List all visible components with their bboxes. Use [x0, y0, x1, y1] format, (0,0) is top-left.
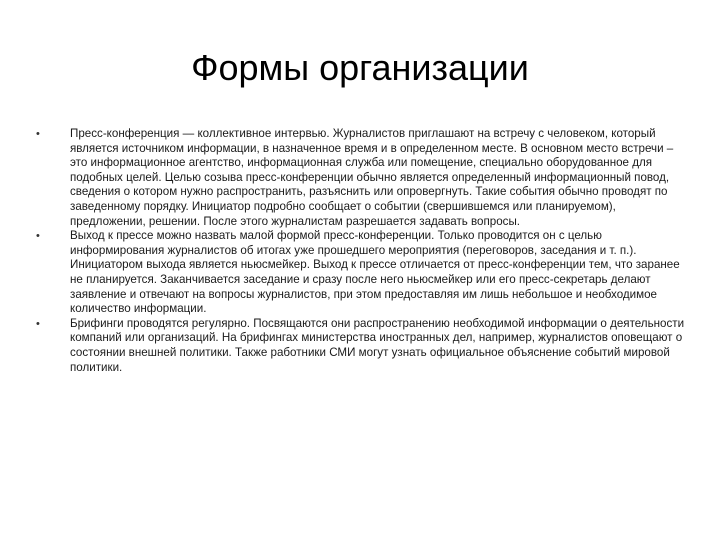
bullet-item-press-approach — [36, 229, 686, 317]
bullet-text: Пресс-конференция — коллективное интервью. Журналистов приглашают на встречу с человеком, который является источником информации, в назначенное время и в определенном месте. В основном место встречи – это информационное агентство, информационная служба или помещение, специально оборудованное для подобных целей. Целью созыва пресс-конференции обычно является определенный информационный повод, сведения о котором нужно распространить, разъяснить или опровергнуть. Такие события обычно проводят по заведенному порядку. Инициатор подробно сообщает о событии (свершившемся или планируемом), предложении, решении. После этого журналистам разрешается задавать вопросы. — [70, 127, 674, 228]
bullet-marker: • — [36, 128, 40, 140]
bullet-marker: • — [36, 317, 40, 330]
bullet-text: Брифинги проводятся регулярно. Посвящаются они распространению необходимой информации о деятельности компаний или организаций. На брифингах министерства иностранных дел, например, журналистов оповещают о состоянии внешней политики. Также работники СМИ могут узнать официальное объяснение событий мировой политики. — [70, 316, 685, 374]
bullet-item-press-conference — [36, 127, 686, 229]
slide-title: Формы организации — [191, 47, 529, 88]
bullet-list — [36, 127, 686, 375]
bullet-item-briefings — [36, 317, 686, 375]
bullet-text: Выход к прессе можно назвать малой формой пресс-конференции. Только проводится он с целью информирования журналистов об итогах уже прошедшего мероприятия (переговоров, заседания и т. п.). Инициатором выхода является ньюсмейкер. Выход к прессе отличается от пресс-конференции тем, что заранее не планируется. Заканчивается заседание и сразу после него ньюсмейкер или его пресс-секретарь делают заявление и отвечают на вопросы журналистов, при этом предоставляя им лишь небольшое и необходимое количество информации. — [70, 229, 680, 316]
bullet-marker: • — [36, 230, 40, 243]
